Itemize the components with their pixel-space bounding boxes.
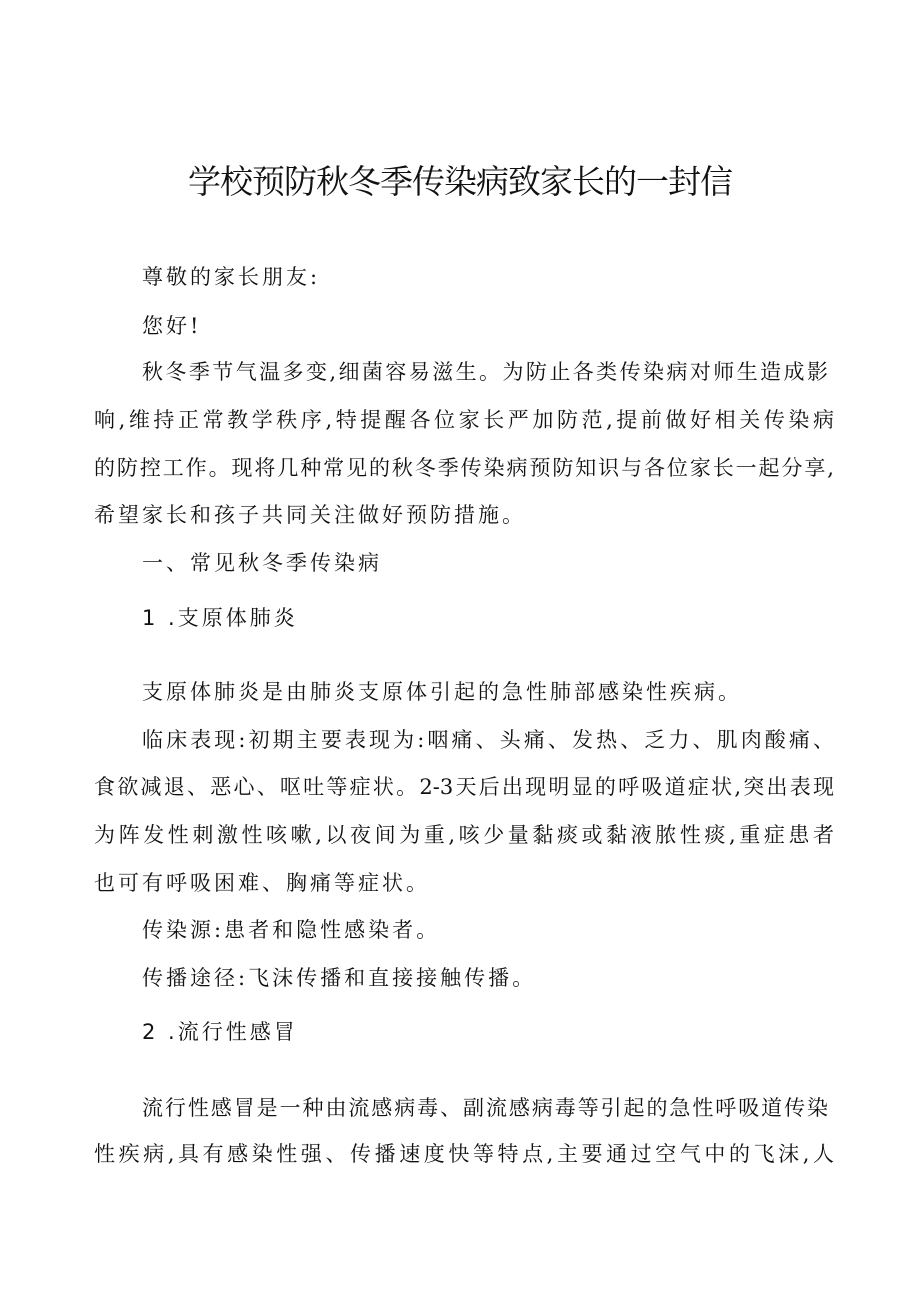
intro-line-1: 秋冬季节气温多变,细菌容易滋生。为防止各类传染病对师生造成影 [142, 360, 828, 384]
hello-line: 您好! [142, 314, 202, 338]
item-1-heading: 1 .支原体肺炎 [142, 606, 298, 630]
intro-line-2: 响,维持正常教学秩序,特提醒各位家长严加防范,提前做好相关传染病 [94, 408, 834, 432]
clinical-line-2: 食欲减退、恶心、呕吐等症状。2-3天后出现明显的呼吸道症状,突出表现 [94, 775, 834, 799]
intro-line-4: 希望家长和孩子共同关注做好预防措施。 [94, 503, 526, 527]
document-title: 学校预防秋冬季传染病致家长的一封信 [188, 162, 732, 201]
clinical-line-4: 也可有呼吸困难、胸痛等症状。 [94, 871, 430, 895]
transmission-route: 传播途径:飞沫传播和直接接触传播。 [142, 966, 537, 990]
item-2-line-1: 流行性感冒是一种由流感病毒、副流感病毒等引起的急性呼吸道传染 [142, 1096, 828, 1120]
clinical-line-3: 为阵发性刺激性咳嗽,以夜间为重,咳少量黏痰或黏液脓性痰,重症患者 [94, 823, 834, 847]
item-1-description: 支原体肺炎是由肺炎支原体引起的急性肺部感染性疾病。 [142, 680, 742, 704]
item-2-heading: 2 .流行性感冒 [142, 1020, 298, 1044]
infection-source: 传染源:患者和隐性感染者。 [142, 918, 441, 942]
clinical-line-1: 临床表现:初期主要表现为:咽痛、头痛、发热、乏力、肌肉酸痛、 [142, 728, 834, 752]
intro-line-3: 的防控工作。现将几种常见的秋冬季传染病预防知识与各位家长一起分享, [94, 456, 834, 480]
section-heading: 一、常见秋冬季传染病 [142, 551, 382, 575]
greeting: 尊敬的家长朋友: [142, 265, 321, 289]
item-2-line-2: 性疾病,具有感染性强、传播速度快等特点,主要通过空气中的飞沫,人 [94, 1142, 834, 1166]
